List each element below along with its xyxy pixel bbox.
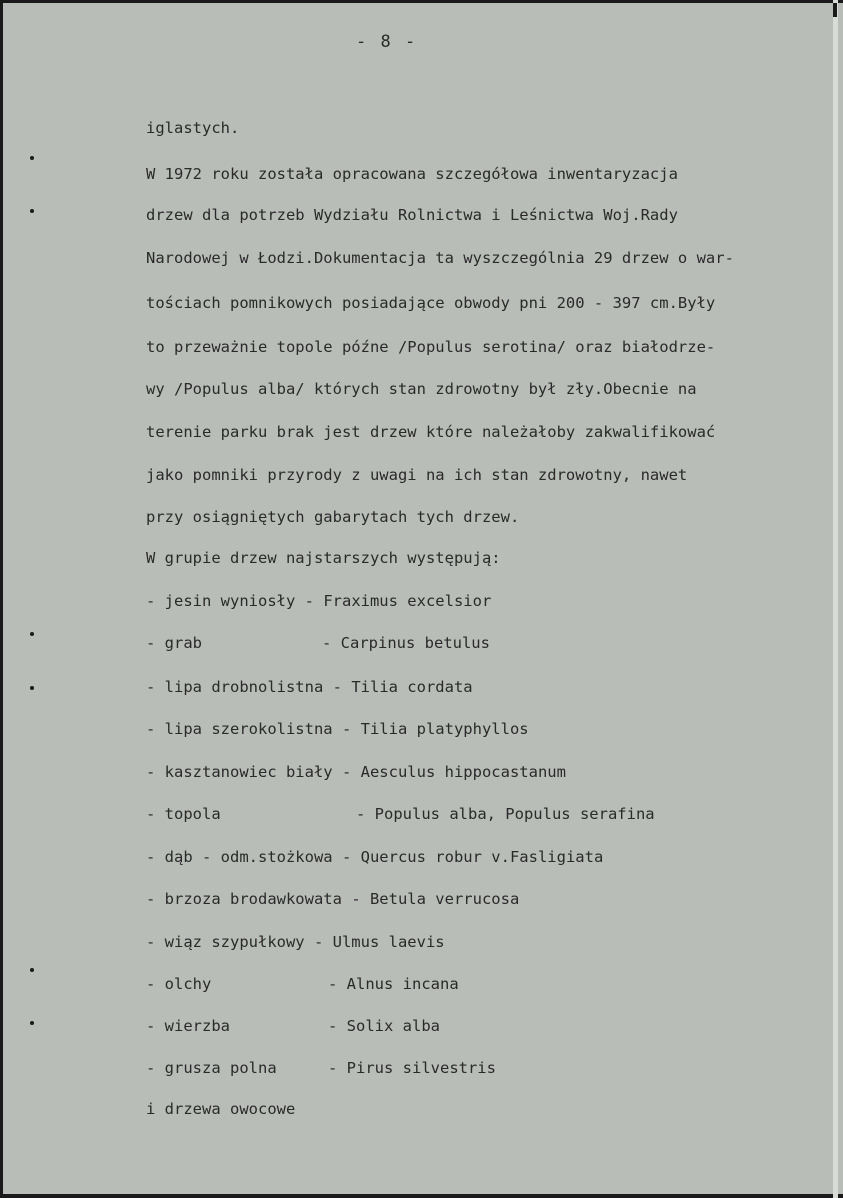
tree-latin-name: - Betula verrucosa (351, 890, 520, 908)
tree-latin-name: - Tilia cordata (332, 678, 473, 696)
tree-common-name: - topola (146, 805, 221, 823)
list-item (146, 847, 603, 867)
list-item (146, 762, 566, 782)
tree-common-name: - grab (146, 634, 202, 652)
tree-latin-name: - Alnus incana (328, 975, 459, 993)
punch-hole-dot (30, 632, 34, 636)
scan-border-bottom (0, 1194, 843, 1198)
text-line: terenie parku brak jest drzew które należałoby zakwalifikować (146, 423, 716, 441)
tree-latin-name: - Populus alba, Populus serafina (356, 805, 655, 823)
punch-hole-dot (30, 686, 34, 690)
list-item (146, 1016, 440, 1036)
tree-common-name: - grusza polna (146, 1059, 277, 1077)
punch-hole-dot (30, 1021, 34, 1025)
tree-latin-name: - Ulmus laevis (313, 933, 445, 951)
tree-latin-name: - Solix alba (328, 1017, 440, 1035)
punch-hole-dot (30, 968, 34, 972)
tree-latin-name: - Pirus silvestris (328, 1059, 496, 1077)
tree-latin-name: - Tilia platyphyllos (341, 720, 529, 738)
tree-common-name: - kasztanowiec biały (146, 763, 333, 781)
list-item (146, 932, 445, 952)
scan-corner-mark (833, 3, 837, 17)
list-item (146, 591, 491, 611)
text-line: przy osiągniętych gabarytach tych drzew. (146, 508, 520, 526)
text-line: tościach pomnikowych posiadające obwody pni 200 - 397 cm.Były (146, 294, 716, 312)
tree-latin-name: - Fraximus excelsior (304, 592, 492, 610)
tree-latin-name: - Aesculus hippocastanum (341, 763, 566, 781)
text-line: jako pomniki przyrody z uwagi na ich stan zdrowotny, nawet (146, 466, 688, 484)
list-item (146, 804, 655, 824)
page-number: - 8 - (356, 32, 418, 52)
punch-hole-dot (30, 156, 34, 160)
tree-common-name: - lipa drobnolistna (146, 678, 324, 696)
tree-common-name: - dąb - odm.stożkowa (146, 848, 333, 866)
tree-latin-name: - Carpinus betulus (322, 634, 490, 652)
list-item (146, 889, 519, 909)
tree-latin-name: - Quercus robur v.Fasligiata (341, 848, 604, 866)
list-item (146, 719, 529, 739)
closing-line: i drzewa owocowe (146, 1100, 296, 1118)
text-line: drzew dla potrzeb Wydziału Rolnictwa i Leśnictwa Woj.Rady (146, 206, 678, 224)
tree-common-name: - brzoza brodawkowata (146, 890, 342, 908)
list-intro: W grupie drzew najstarszych występują: (146, 549, 501, 567)
tree-common-name: - wiąz szypułkowy (146, 933, 305, 951)
text-line: wy /Populus alba/ których stan zdrowotny był zły.Obecnie na (146, 380, 697, 398)
list-item (146, 677, 473, 697)
punch-hole-dot (30, 209, 34, 213)
scan-border-top (0, 0, 843, 3)
text-line: to przeważnie topole późne /Populus serotina/ oraz białodrze- (146, 338, 716, 356)
scan-border-left (0, 0, 3, 1198)
text-line: iglastych. (146, 119, 240, 137)
tree-common-name: - lipa szerokolistna (146, 720, 333, 738)
scan-edge-right (833, 0, 838, 1198)
list-item (146, 633, 490, 653)
text-line: Narodowej w Łodzi.Dokumentacja ta wyszczególnia 29 drzew o war- (146, 249, 734, 267)
tree-common-name: - wierzba (146, 1017, 230, 1035)
list-item (146, 974, 459, 994)
tree-common-name: - olchy (146, 975, 212, 993)
list-item (146, 1058, 496, 1078)
tree-common-name: - jesin wyniosły (146, 592, 296, 610)
text-line: W 1972 roku została opracowana szczegółowa inwentaryzacja (146, 165, 678, 183)
